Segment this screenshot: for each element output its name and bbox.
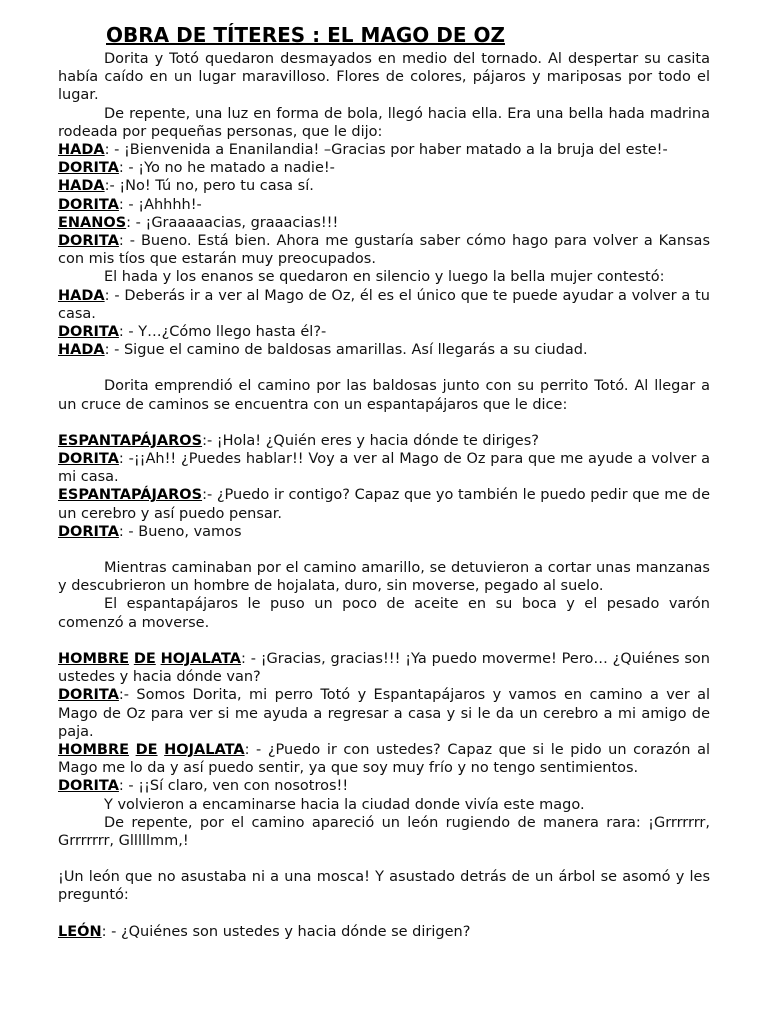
dialogue-line (58, 323, 710, 341)
paragraph-gap (58, 905, 710, 923)
speaker-name: DORITA (58, 451, 119, 468)
dialogue-text: : - Bueno, vamos (118, 523, 242, 540)
speaker-name: DORITA (58, 687, 119, 704)
narration-paragraph: De repente, por el camino apareció un león rugiendo de manera rara: ¡Grrrrrrr, Grrrrrrr, Glllllmm,! (58, 814, 710, 849)
dialogue-text: : - ¡Graaaaacias, graaacias!!! (126, 214, 339, 231)
dialogue-text: :- Somos Dorita, mi perro Totó y Espantapájaros y vamos en camino a ver al Mago de Oz para ver si me ayuda a regresar a casa y si le da un cerebro a mi amigo de paja. (58, 687, 710, 740)
dialogue-line (58, 232, 710, 268)
dialogue-text: : - Y…¿Cómo llego hasta él?- (118, 324, 327, 341)
paragraph-gap (58, 359, 710, 377)
narration-paragraph: Y volvieron a encaminarse hacia la ciudad donde vivía este mago. (104, 796, 585, 813)
speaker-name: DORITA (58, 778, 119, 795)
speaker-name: HOMBRE (58, 741, 130, 758)
narration-paragraph: Mientras caminaban por el camino amarillo, se detuvieron a cortar unas manzanas y descubrieron un hombre de hojalata, duro, sin moverse, pegado al suelo. (58, 560, 710, 595)
speaker-name: HOJALATA (160, 650, 241, 667)
dialogue-text: : - ¡Ahhhh!- (118, 196, 202, 213)
speaker-name: ESPANTAPÁJAROS (58, 432, 203, 449)
dialogue-line (58, 159, 710, 177)
paragraph-gap (58, 414, 710, 432)
dialogue-line (58, 287, 710, 323)
narration-paragraph: El hada y los enanos se quedaron en silencio y luego la bella mujer contestó: (104, 269, 665, 286)
narration-paragraph: El espantapájaros le puso un poco de aceite en su boca y el pesado varón comenzó a moverse. (58, 596, 710, 631)
dialogue-text: : - ¡Gracias, gracias!!! ¡Ya puedo moverme! Pero… ¿Quiénes son ustedes y hacia dónde van? (58, 650, 710, 686)
dialogue-line (58, 214, 710, 232)
speaker-name: DORITA (58, 523, 119, 540)
dialogue-line (58, 341, 710, 359)
dialogue-line (58, 523, 710, 541)
dialogue-text: : - ¡Yo no he matado a nadie!- (118, 160, 335, 177)
narration-paragraph: ¡Un león que no asustaba ni a una mosca! Y asustado detrás de un árbol se asomó y les preguntó: (58, 869, 710, 904)
dialogue-text: :- ¡Hola! ¿Quién eres y hacia dónde te diriges? (202, 432, 539, 449)
dialogue-text: : - ¡¡Sí claro, ven con nosotros!! (118, 778, 349, 795)
document-title: OBRA DE TÍTERES : EL MAGO DE OZ (106, 23, 505, 47)
dialogue-line (58, 450, 710, 486)
speaker-name: HADA (58, 342, 105, 359)
document-body (58, 50, 710, 941)
speaker-name: DE (135, 741, 158, 758)
dialogue-text: : - Deberás ir a ver al Mago de Oz, él es el único que te puede ayudar a volver a tu casa. (58, 287, 710, 322)
dialogue-line (58, 177, 710, 195)
speaker-name: HOJALATA (164, 741, 245, 758)
speaker-name: LEÓN (58, 923, 102, 940)
dialogue-line (58, 141, 710, 159)
speaker-name: DE (133, 650, 156, 667)
dialogue-line (58, 432, 710, 450)
speaker-name: HADA (58, 142, 105, 159)
narration-paragraph: Dorita emprendió el camino por las baldosas junto con su perrito Totó. Al llegar a un cruce de caminos se encuentra con un espantapájaros que le dice: (58, 378, 710, 413)
dialogue-line (58, 777, 710, 795)
dialogue-line (58, 650, 710, 686)
dialogue-text: : - Sigue el camino de baldosas amarillas. Así llegarás a su ciudad. (104, 342, 588, 359)
dialogue-text: :- ¡No! Tú no, pero tu casa sí. (104, 178, 314, 195)
speaker-name: ENANOS (58, 214, 127, 231)
dialogue-text: : - ¿Quiénes son ustedes y hacia dónde se dirigen? (101, 923, 471, 940)
paragraph-gap (58, 541, 710, 559)
dialogue-line (58, 923, 710, 941)
dialogue-text: :- ¿Puedo ir contigo? Capaz que yo también le puedo pedir que me de un cerebro y así puedo pensar. (58, 487, 710, 522)
paragraph-gap (58, 850, 710, 868)
dialogue-line (58, 486, 710, 522)
narration-paragraph: Dorita y Totó quedaron desmayados en medio del tornado. Al despertar su casita había caído en un lugar maravilloso. Flores de colores, pájaros y mariposas por todo el lugar. (58, 51, 710, 104)
speaker-name: HADA (58, 178, 105, 195)
dialogue-text: : - Bueno. Está bien. Ahora me gustaría saber cómo hago para volver a Kansas con mis tíos que estarán muy preocupados. (58, 233, 710, 268)
speaker-name: DORITA (58, 196, 119, 213)
speaker-name: HADA (58, 287, 105, 304)
speaker-name: DORITA (58, 160, 119, 177)
speaker-name: HOMBRE (58, 650, 130, 667)
dialogue-text: : -¡¡Ah!! ¿Puedes hablar!! Voy a ver al Mago de Oz para que me ayude a volver a mi casa. (58, 451, 710, 486)
dialogue-line (58, 686, 710, 741)
speaker-name: DORITA (58, 233, 119, 250)
narration-paragraph: De repente, una luz en forma de bola, llegó hacia ella. Era una bella hada madrina rodeada por pequeñas personas, que le dijo: (58, 105, 710, 140)
dialogue-text: : - ¿Puedo ir con ustedes? Capaz que si le pido un corazón al Mago me lo da y así puedo sentir, ya que soy muy frío y no tengo sentimientos. (58, 741, 710, 777)
paragraph-gap (58, 632, 710, 650)
speaker-name: ESPANTAPÁJAROS (58, 487, 203, 504)
dialogue-line (58, 196, 710, 214)
speaker-name: DORITA (58, 324, 119, 341)
dialogue-text: : - ¡Bienvenida a Enanilandia! –Gracias por haber matado a la bruja del este!- (104, 142, 668, 159)
dialogue-line (58, 741, 710, 777)
